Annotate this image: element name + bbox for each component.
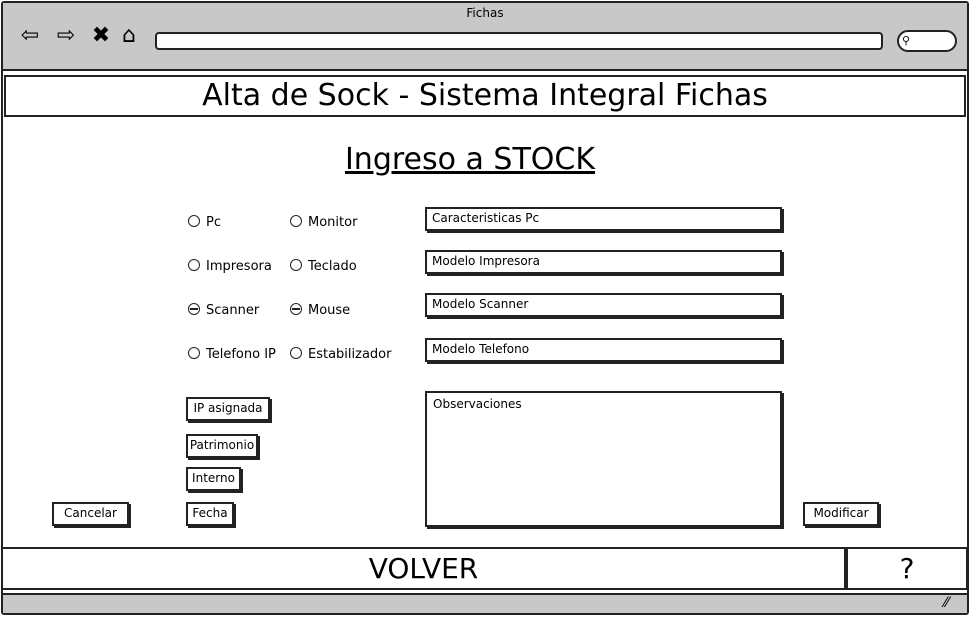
radio-telefono-ip[interactable]: Telefono IP xyxy=(188,347,276,363)
fecha-button[interactable]: Fecha xyxy=(186,502,234,526)
form-heading: Ingreso a STOCK xyxy=(344,142,596,177)
patrimonio-button[interactable]: Patrimonio xyxy=(186,434,258,458)
modify-button[interactable]: Modificar xyxy=(803,502,879,526)
radio-impresora[interactable]: Impresora xyxy=(188,259,272,275)
caracteristicas-input[interactable]: Caracteristicas Pc xyxy=(425,207,782,231)
modelo-impresora-input[interactable]: Modelo Impresora xyxy=(425,250,782,274)
radio-icon xyxy=(188,347,200,359)
radio-icon xyxy=(290,215,302,227)
ip-asignada-button[interactable]: IP asignada xyxy=(186,397,270,421)
radio-icon xyxy=(188,215,200,227)
page-title: Alta de Sock - Sistema Integral Fichas xyxy=(4,75,966,117)
window-title: Fichas xyxy=(466,6,504,20)
help-button[interactable]: ? xyxy=(846,547,968,590)
status-bar xyxy=(3,593,967,613)
back-icon[interactable]: ⇦ xyxy=(20,23,40,48)
home-icon[interactable]: ⌂ xyxy=(122,23,136,48)
radio-indeterminate-icon xyxy=(188,303,200,315)
close-icon[interactable]: ✖ xyxy=(91,23,111,48)
radio-pc[interactable]: Pc xyxy=(188,215,221,231)
search-icon: ⚲ xyxy=(902,34,911,47)
radio-icon xyxy=(290,259,302,271)
modelo-scanner-input[interactable]: Modelo Scanner xyxy=(425,293,782,317)
radio-mouse[interactable]: Mouse xyxy=(290,303,350,319)
resize-grip-icon[interactable]: ⁄⁄ xyxy=(944,595,949,611)
radio-teclado[interactable]: Teclado xyxy=(290,259,357,275)
modelo-telefono-input[interactable]: Modelo Telefono xyxy=(425,338,782,362)
observaciones-textarea[interactable]: Observaciones xyxy=(425,391,782,527)
radio-estabilizador[interactable]: Estabilizador xyxy=(290,347,391,363)
radio-monitor[interactable]: Monitor xyxy=(290,215,357,231)
cancel-button[interactable]: Cancelar xyxy=(52,502,129,526)
radio-indeterminate-icon xyxy=(290,303,302,315)
forward-icon[interactable]: ⇨ xyxy=(56,23,76,48)
volver-button[interactable]: VOLVER xyxy=(1,547,846,590)
radio-icon xyxy=(188,259,200,271)
address-bar[interactable] xyxy=(155,32,883,50)
radio-icon xyxy=(290,347,302,359)
interno-button[interactable]: Interno xyxy=(186,467,241,491)
radio-scanner[interactable]: Scanner xyxy=(188,303,259,319)
